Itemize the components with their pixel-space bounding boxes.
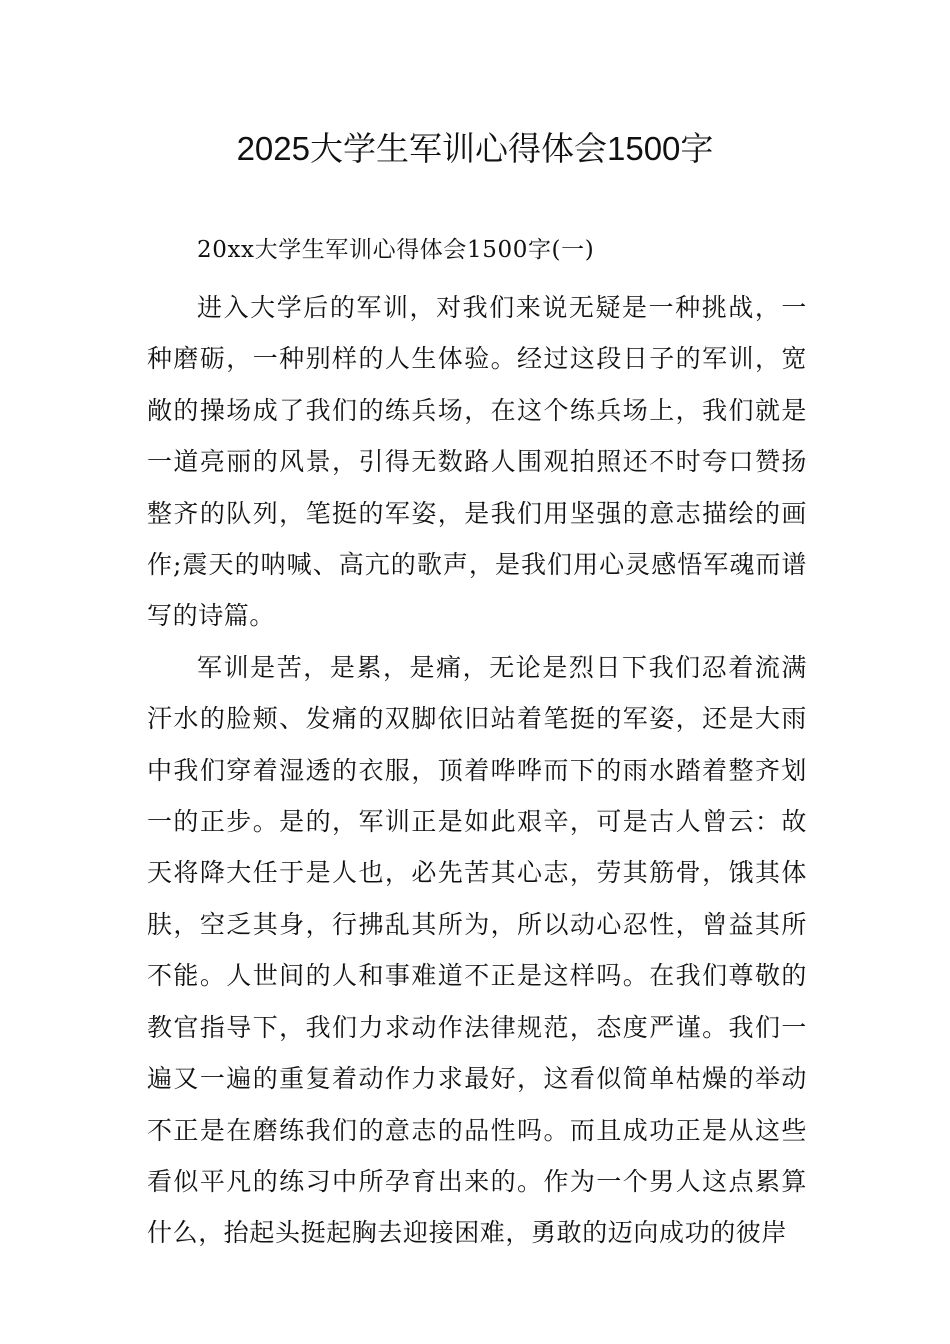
document-title: 2025大学生军训心得体会1500字 (236, 130, 714, 167)
paragraph-2: 军训是苦，是累，是痛，无论是烈日下我们忍着流满汗水的脸颊、发痛的双脚依旧站着笔挺的军姿，还是大雨中我们穿着湿透的衣服，顶着哗哗而下的雨水踏着整齐划一的正步。是的，军训正是如此艰辛，可是古人曾云：故天将降大任于是人也，必先苦其心志，劳其筋骨，饿其体肤，空乏其身，行拂乱其所为，所以动心忍性，曾益其所不能。人世间的人和事难道不正是这样吗。在我们尊敬的教官指导下，我们力求动作法律规范，态度严谨。我们一遍又一遍的重复着动作力求最好，这看似简单枯燥的举动不正是在磨练我们的意志的品性吗。而且成功正是从这些看似平凡的练习中所孕育出来的。作为一个男人这点累算什么，抬起头挺起胸去迎接困难，勇敢的迈向成功的彼岸 (147, 652, 807, 1248)
section-subtitle: 20xx大学生军训心得体会1500字(一) (197, 237, 595, 263)
document-body (147, 228, 807, 1259)
paragraph-1: 进入大学后的军训，对我们来说无疑是一种挑战，一种磨砺，一种别样的人生体验。经过这段日子的军训，宽敞的操场成了我们的练兵场，在这个练兵场上，我们就是一道亮丽的风景，引得无数路人围观拍照还不时夸口赞扬整齐的队列，笔挺的军姿，是我们用坚强的意志描绘的画作;震天的呐喊、高亢的歌声，是我们用心灵感悟军魂而谱写的诗篇。 (147, 293, 807, 631)
